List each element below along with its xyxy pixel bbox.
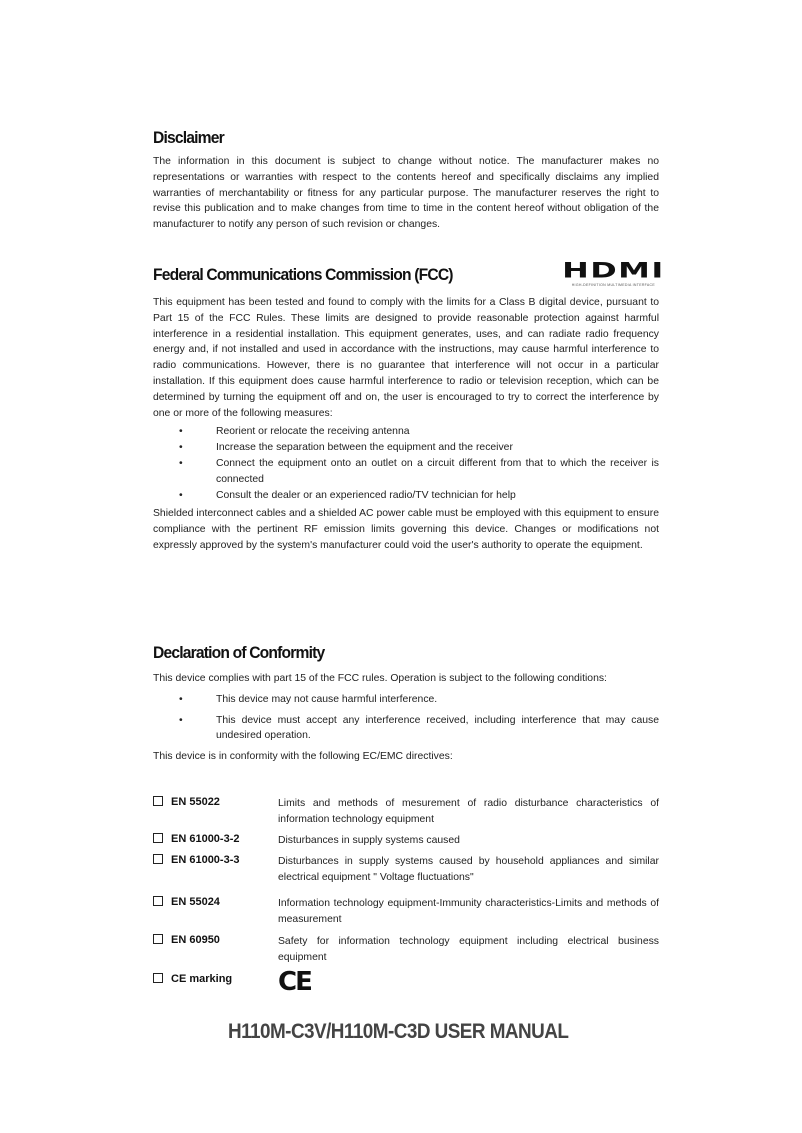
directive-desc: Disturbances in supply systems caused <box>278 835 460 846</box>
conformity-title: Declaration of Conformity <box>153 643 325 662</box>
directive-code: EN 55024 <box>171 896 220 908</box>
list-item: • This device must accept any interference received, including interference that may cause undesired operation. <box>179 714 659 742</box>
list-item: • Connect the equipment onto an outlet on a circuit different from that to which the receiver is connected <box>179 457 659 485</box>
directive-desc: Disturbances in supply systems caused by household appliances and similar electrical equipment " Voltage fluctuations" <box>278 856 659 883</box>
checkbox-icon <box>153 854 163 864</box>
fcc-measures-list <box>153 424 659 503</box>
bullet-icon: • <box>179 457 183 469</box>
hdmi-logo-subtext: HIGH-DEFINITION MULTIMEDIA INTERFACE <box>571 283 655 287</box>
disclaimer-text: The information in this document is subject to change without notice. The manufacturer makes no representations or warranties with respect to the contents hereof and specifically disclaims any implied warranties of merchantability or fitness for any particular purpose. The manufacturer reserves the right to revise this publication and to make changes from time to time in the content hereof without obligation of the manufacturer to notify any person of such revision or changes. <box>153 156 659 231</box>
directive-code: CE marking <box>171 973 233 985</box>
directive-code: EN 61000-3-3 <box>171 854 240 866</box>
bullet-icon: • <box>179 693 183 705</box>
list-item: • Reorient or relocate the receiving antenna <box>153 424 659 440</box>
fcc-title: Federal Communications Commission (FCC) <box>153 264 453 284</box>
directive-desc: Information technology equipment-Immunity characteristics-Limits and methods of measurement <box>278 898 659 925</box>
directive-desc: Limits and methods of mesurement of radio disturbance characteristics of information technology equipment <box>278 798 659 825</box>
hdmi-logo <box>562 259 665 287</box>
fcc-text: This equipment has been tested and found to comply with the limits for a Class B digital device, pursuant to Part 15 of the FCC Rules. These limits are designed to provide reasonable protection against harmful interference in a residential installation. This equipment generates, uses, and can radiate radio frequency energy and, if not installed and used in accordance with the instructions, may cause harmful interference to radio communications. However, there is no guarantee that interference will not occur in a particular installation. If this equipment does cause harmful interference to radio or television reception, which can be determined by turning the equipment off and on, the user is encouraged to try to correct the interference by one or more of the following measures: <box>153 297 659 419</box>
manual-footer-title: H110M-C3V/H110M-C3D USER MANUAL <box>228 1020 569 1043</box>
bullet-icon: • <box>179 442 183 454</box>
ce-mark-icon: CE <box>278 967 311 997</box>
disclaimer-title: Disclaimer <box>153 128 224 147</box>
directive-code: EN 60950 <box>171 934 220 946</box>
conformity-section <box>153 643 659 765</box>
hdmi-logo-text: HDMI <box>562 259 665 284</box>
list-item: • This device may not cause harmful interference. <box>153 692 659 708</box>
conformity-text: This device complies with part 15 of the FCC rules. Operation is subject to the following conditions: <box>153 673 607 684</box>
directives-intro: This device is in conformity with the following EC/EMC directives: <box>153 751 453 763</box>
bullet-icon: • <box>179 489 183 501</box>
conformity-conditions-list <box>153 692 659 744</box>
fcc-text-2: Shielded interconnect cables and a shielded AC power cable must be employed with this equipment to ensure compliance with the pertinent RF emission limits governing this device. Changes or modifications not expressly approved by the system's manufacturer could void the user's authority to operate the equipment. <box>153 508 659 551</box>
bullet-icon: • <box>179 426 183 438</box>
checkbox-icon <box>153 973 163 983</box>
checkbox-icon <box>153 796 163 806</box>
directive-code: EN 55022 <box>171 796 220 808</box>
bullet-icon: • <box>179 714 183 726</box>
directive-desc: Safety for information technology equipment including electrical business equipment <box>278 936 659 963</box>
list-item: • Increase the separation between the equipment and the receiver <box>153 440 659 456</box>
fcc-header <box>153 259 665 287</box>
disclaimer-section <box>153 128 659 233</box>
checkbox-icon <box>153 833 163 843</box>
checkbox-icon <box>153 896 163 906</box>
checkbox-icon <box>153 934 163 944</box>
list-item: • Consult the dealer or an experienced radio/TV technician for help <box>153 488 659 504</box>
directive-code: EN 61000-3-2 <box>171 833 240 845</box>
fcc-section <box>153 259 665 554</box>
